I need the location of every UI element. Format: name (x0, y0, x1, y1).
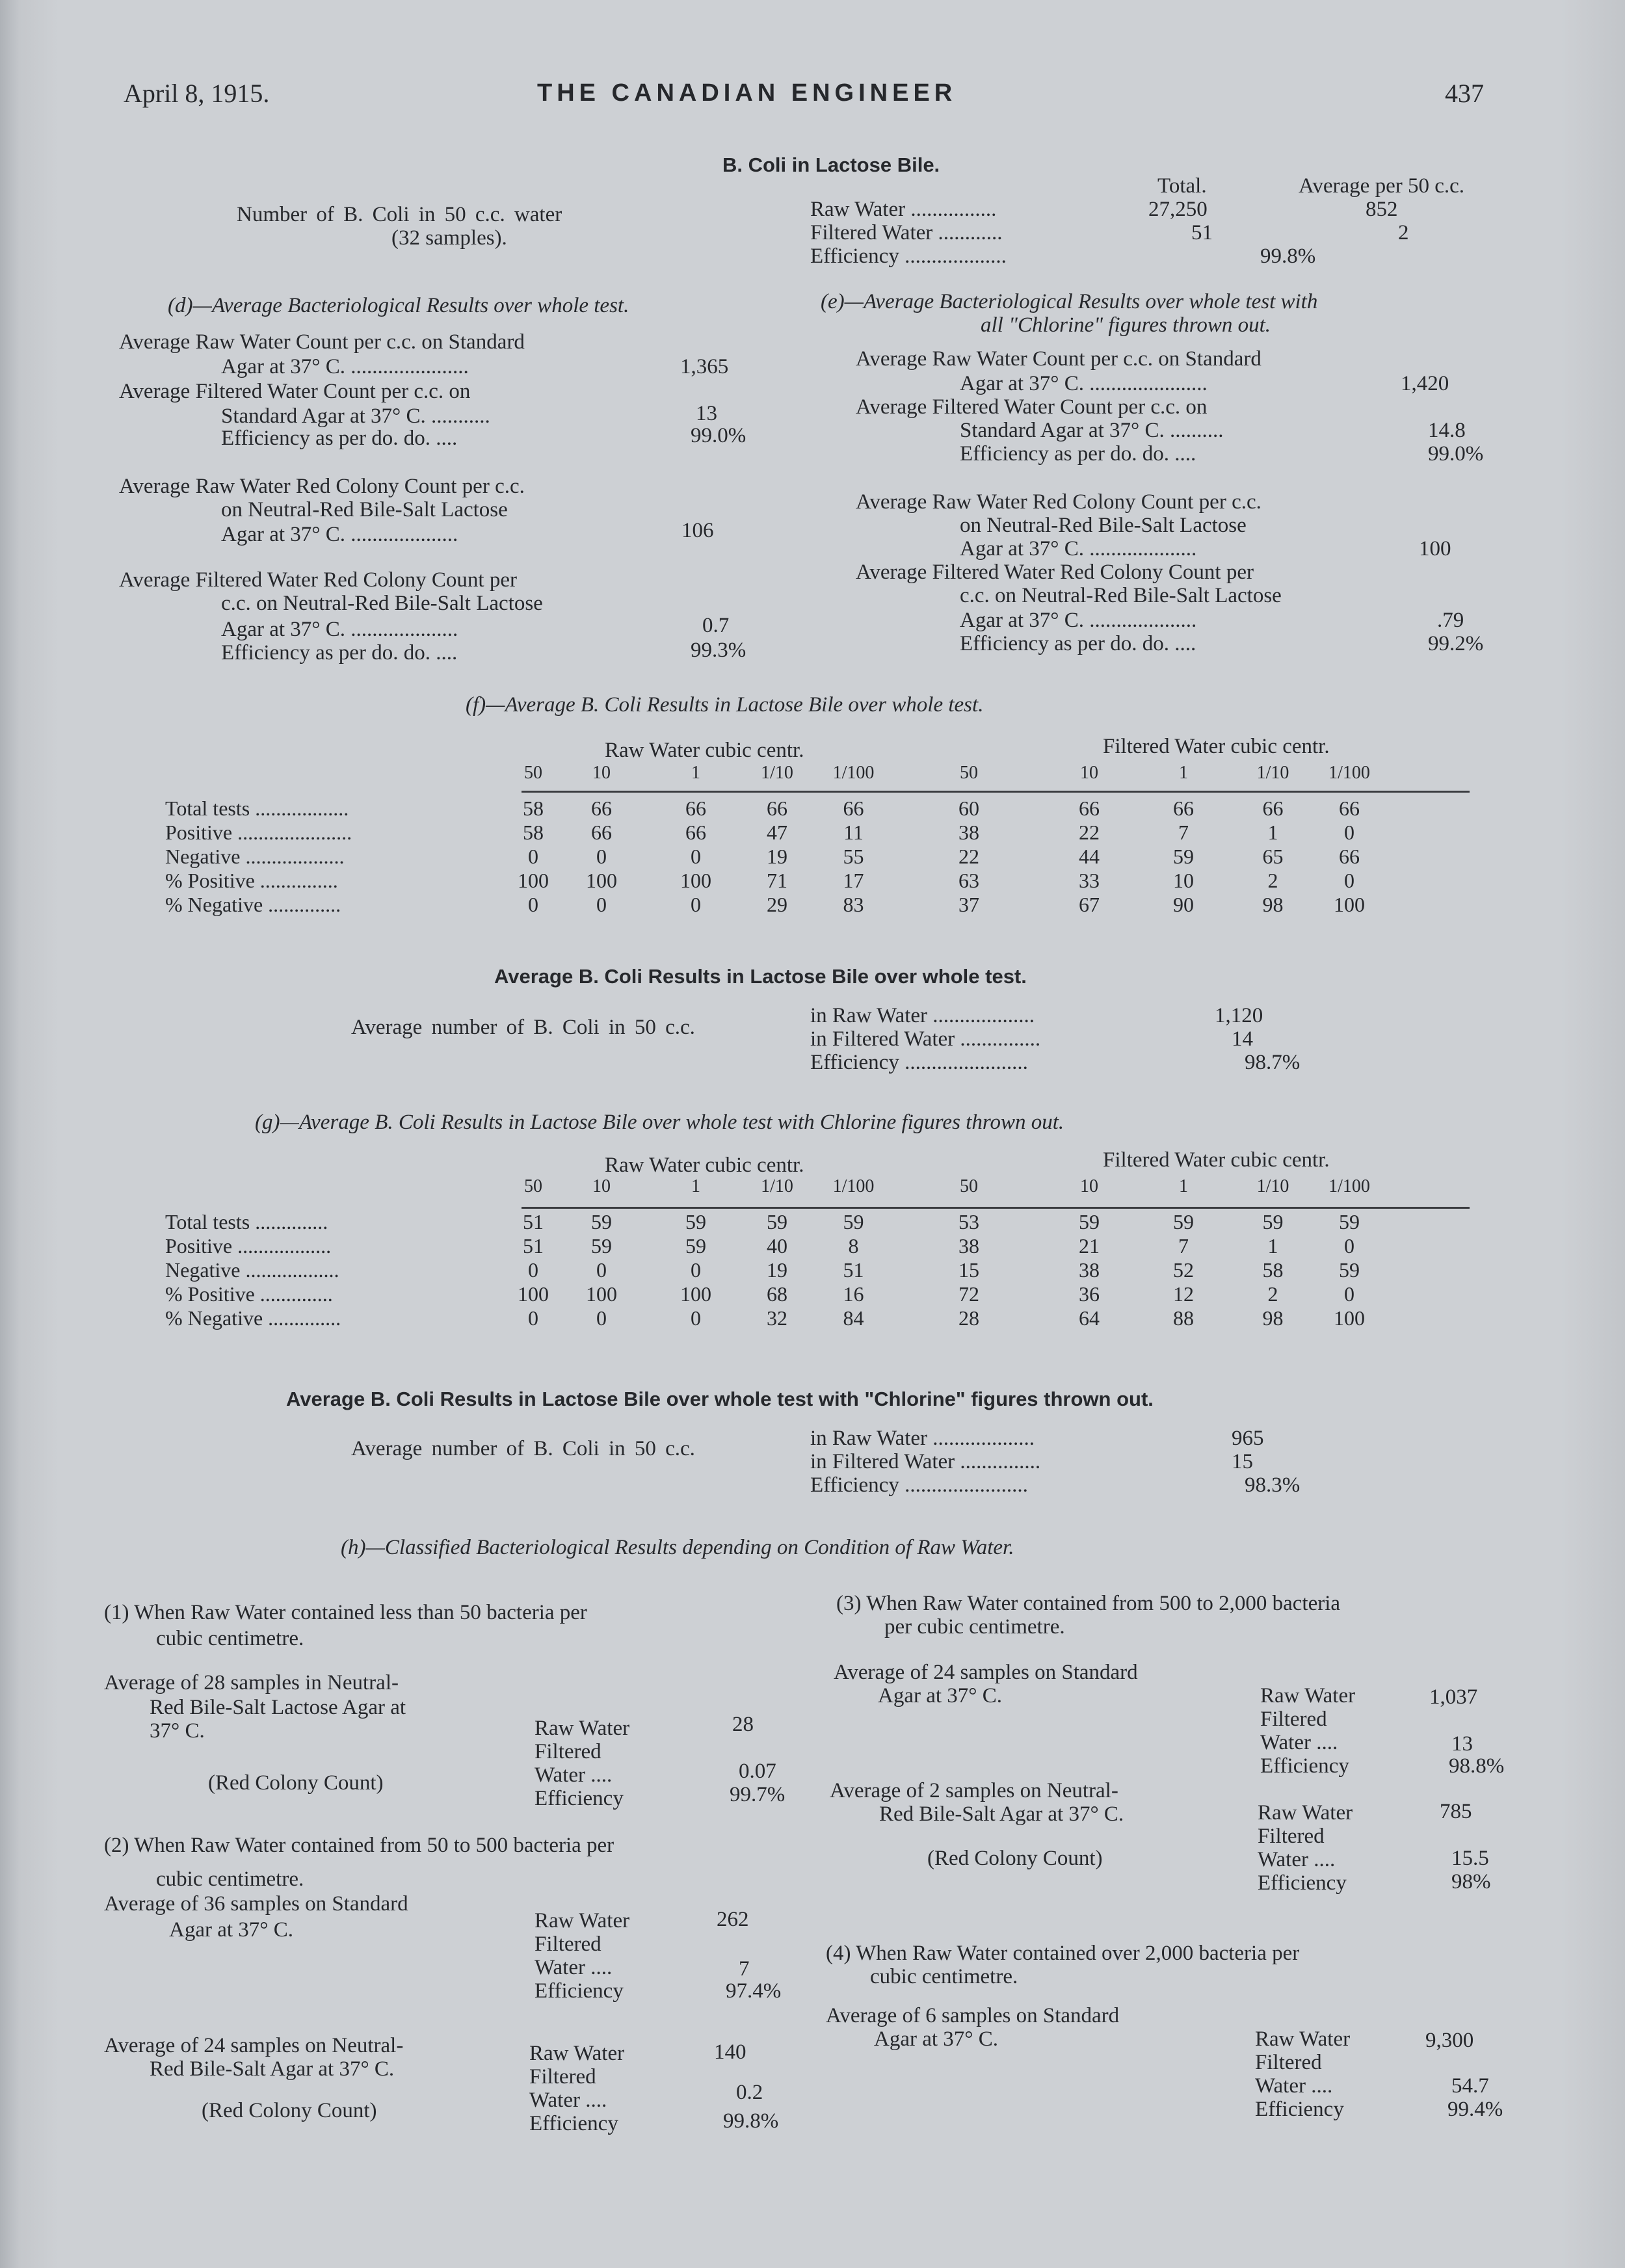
stat-label: Water .... (1258, 1848, 1336, 1871)
table-cell: 68 (767, 1282, 787, 1306)
bcoli-row-average: 852 (1366, 198, 1398, 221)
stat-value: 262 (717, 1908, 749, 1931)
table-g (150, 1174, 1385, 1330)
text-line: per cubic centimetre. (884, 1615, 1065, 1639)
row-label: in Filtered Water ............... (810, 1450, 1041, 1473)
column-header: 1/10 (761, 1176, 793, 1196)
stat-label: Efficiency (1260, 1754, 1349, 1778)
table-cell: 32 (767, 1306, 787, 1330)
table-cell: 47 (767, 821, 787, 844)
value: 99.0% (691, 424, 746, 447)
text-line: Agar at 37° C. (874, 2027, 998, 2051)
table-cell: 63 (958, 869, 979, 892)
table-cell: 40 (767, 1234, 787, 1258)
row-label: % Negative .............. (165, 1306, 341, 1330)
stat-value: 98% (1451, 1870, 1491, 1893)
text-line: Agar at 37° C. .................... (960, 537, 1197, 560)
table-cell: 37 (958, 893, 979, 916)
table-cell: 66 (1173, 797, 1194, 820)
f-average-lead: Average number of B. Coli in 50 c.c. (351, 1016, 695, 1039)
text-line: Average Filtered Water Red Colony Count per (856, 560, 1254, 584)
table-cell: 17 (843, 869, 864, 892)
bcoli-row-label: Filtered Water ............ (810, 221, 1003, 244)
table-cell: 100 (1334, 893, 1365, 916)
table-cell: 100 (518, 1282, 549, 1306)
table-cell: 0 (1344, 869, 1354, 892)
table-cell: 58 (523, 821, 544, 844)
g-raw-header: Raw Water cubic centr. (605, 1154, 804, 1177)
table-cell: 66 (685, 797, 706, 820)
table-cell: 0 (691, 1258, 701, 1282)
text-line: Red Bile-Salt Lactose Agar at (150, 1696, 406, 1719)
table-row (150, 1282, 1385, 1306)
text-line: Average of 24 samples on Neutral- (104, 2034, 404, 2057)
text-line: Agar at 37° C. ...................... (221, 355, 469, 378)
table-cell: 59 (1339, 1210, 1360, 1233)
bcoli-row-label: Raw Water ................ (810, 198, 997, 221)
row-value: 98.3% (1245, 1473, 1301, 1497)
text-line: Average Filtered Water Count per c.c. on (856, 395, 1208, 419)
row-label: Positive ...................... (165, 821, 352, 844)
table-cell: 88 (1173, 1306, 1194, 1330)
table-cell: 67 (1079, 893, 1100, 916)
stat-label: Efficiency (535, 1787, 624, 1810)
stat-value: 1,037 (1429, 1685, 1478, 1709)
row-label: Efficiency ....................... (810, 1473, 1028, 1497)
table-row (150, 821, 1385, 845)
table-cell: 59 (1079, 1210, 1100, 1233)
text-line: Average Raw Water Red Colony Count per c.c. (119, 475, 525, 498)
row-label: Total tests .............. (165, 1210, 328, 1233)
table-cell: 7 (1178, 1234, 1189, 1258)
text-line: c.c. on Neutral-Red Bile-Salt Lactose (221, 592, 543, 615)
table-cell: 21 (1079, 1234, 1100, 1258)
table-cell: 100 (518, 869, 549, 892)
table-cell: 0 (691, 845, 701, 868)
table-cell: 16 (843, 1282, 864, 1306)
stat-label: Raw Water (529, 2042, 625, 2065)
table-cell: 2 (1267, 1282, 1278, 1306)
row-value: 98.7% (1245, 1051, 1301, 1074)
page-number: 437 (1445, 79, 1484, 108)
table-row (150, 1234, 1385, 1258)
text-line: Average of 2 samples on Neutral- (830, 1779, 1118, 1802)
value: 99.3% (691, 639, 746, 662)
stat-label: Filtered (535, 1932, 601, 1956)
text-line: on Neutral-Red Bile-Salt Lactose (221, 498, 508, 521)
value: 99.2% (1428, 632, 1484, 655)
column-header: 1/100 (1328, 762, 1370, 783)
table-cell: 59 (591, 1234, 612, 1258)
table-cell: 66 (843, 797, 864, 820)
table-cell: 28 (958, 1306, 979, 1330)
column-header: 50 (524, 762, 542, 783)
journal-title: THE CANADIAN ENGINEER (537, 79, 957, 107)
text-line: Efficiency as per do. do. .... (221, 427, 458, 450)
table-cell: 2 (1267, 869, 1278, 892)
table-cell: 29 (767, 893, 787, 916)
table-cell: 98 (1262, 1306, 1284, 1330)
column-header: 1/100 (832, 1176, 875, 1196)
stat-label: Filtered (1260, 1708, 1327, 1731)
text-line: on Neutral-Red Bile-Salt Lactose (960, 514, 1247, 537)
table-cell: 0 (1344, 1282, 1354, 1306)
bcoli-row-total: 27,250 (1148, 198, 1208, 221)
table-cell: 38 (958, 821, 979, 844)
table-cell: 0 (691, 893, 701, 916)
table-row (150, 797, 1385, 821)
table-cell: 100 (586, 1282, 617, 1306)
table-cell: 66 (767, 797, 787, 820)
table-cell: 71 (767, 869, 787, 892)
stat-value: 140 (714, 2040, 746, 2064)
table-cell: 59 (1262, 1210, 1284, 1233)
stat-value: 0.07 (739, 1760, 776, 1783)
table-cell: 55 (843, 845, 864, 868)
table-cell: 0 (691, 1306, 701, 1330)
g-average-title: Average B. Coli Results in Lactose Bile over whole test with "Chlorine" figures thrown out. (286, 1388, 1154, 1410)
table-cell: 0 (528, 1258, 538, 1282)
header-spacer (150, 761, 514, 785)
table-header-row (150, 1174, 1385, 1198)
bcoli-samples: (32 samples). (391, 226, 507, 250)
table-cell: 0 (528, 1306, 538, 1330)
row-label: Negative .................. (165, 1258, 339, 1282)
value: .79 (1437, 609, 1464, 632)
stat-value: 99.8% (723, 2109, 779, 2133)
text-line: Agar at 37° C. .................... (221, 523, 458, 546)
table-cell: 15 (958, 1258, 979, 1282)
text-line: Average Raw Water Count per c.c. on Standard (856, 347, 1262, 371)
text-line: Average of 24 samples on Standard (834, 1661, 1138, 1684)
table-cell: 10 (1173, 869, 1194, 892)
text-line: Efficiency as per do. do. .... (960, 442, 1196, 466)
table-row (150, 869, 1385, 893)
stat-label: Water .... (1260, 1731, 1338, 1754)
text-line: (Red Colony Count) (202, 2099, 377, 2122)
table-cell: 59 (843, 1210, 864, 1233)
table-cell: 53 (958, 1210, 979, 1233)
text-line: Agar at 37° C. .................... (960, 609, 1197, 632)
text-line: Average Raw Water Red Colony Count per c.c. (856, 490, 1262, 514)
table-cell: 59 (1173, 845, 1194, 868)
bcoli-col-average: Average per 50 c.c. (1299, 174, 1464, 198)
table-cell: 100 (680, 1282, 711, 1306)
row-label: Negative ................... (165, 845, 345, 868)
row-label: in Filtered Water ............... (810, 1027, 1041, 1051)
text-line: Standard Agar at 37° C. ........... (221, 404, 490, 428)
stat-value: 7 (739, 1957, 750, 1981)
table-cell: 0 (528, 893, 538, 916)
text-line: cubic centimetre. (870, 1965, 1018, 1988)
section-e-title: (e)—Average Bacteriological Results over whole test with (821, 290, 1318, 313)
column-header: 10 (592, 1176, 611, 1196)
column-header: 1/100 (1328, 1176, 1370, 1196)
stat-label: Filtered (529, 2065, 596, 2089)
row-label: Efficiency ....................... (810, 1051, 1028, 1074)
table-cell: 66 (1339, 797, 1360, 820)
table-cell: 11 (843, 821, 864, 844)
row-label: % Positive ............... (165, 869, 338, 892)
stat-label: Filtered (1258, 1825, 1325, 1848)
table-f (150, 761, 1385, 917)
table-cell: 0 (528, 845, 538, 868)
text-line: Average Raw Water Count per c.c. on Standard (119, 330, 525, 354)
table-cell: 52 (1173, 1258, 1194, 1282)
column-header: 1 (691, 762, 700, 783)
stat-label: Efficiency (1258, 1871, 1347, 1895)
text-line: (3) When Raw Water contained from 500 to 2,000 bacteria (836, 1592, 1341, 1615)
table-cell: 100 (586, 869, 617, 892)
table-cell: 59 (591, 1210, 612, 1233)
table-cell: 0 (596, 845, 607, 868)
text-line: Average of 36 samples on Standard (104, 1892, 408, 1916)
row-value: 14 (1232, 1027, 1253, 1051)
stat-label: Water .... (535, 1763, 613, 1787)
text-line: cubic centimetre. (156, 1627, 304, 1650)
table-cell: 84 (843, 1306, 864, 1330)
text-line: Agar at 37° C. ...................... (960, 372, 1208, 395)
stat-label: Raw Water (1258, 1801, 1353, 1825)
text-line: Agar at 37° C. (169, 1918, 293, 1942)
bcoli-col-total: Total. (1157, 174, 1207, 198)
stat-label: Water .... (535, 1956, 613, 1979)
table-cell: 7 (1178, 821, 1189, 844)
table-cell: 66 (591, 821, 612, 844)
row-value: 965 (1232, 1427, 1264, 1450)
row-label: Total tests .................. (165, 797, 349, 820)
stat-label: Water .... (1255, 2074, 1333, 2098)
f-average-title: Average B. Coli Results in Lactose Bile over whole test. (494, 965, 1027, 988)
stat-label: Efficiency (1255, 2098, 1344, 2121)
table-cell: 44 (1079, 845, 1100, 868)
table-cell: 0 (596, 893, 607, 916)
table-row (150, 893, 1385, 917)
bcoli-row-average: 99.8% (1260, 244, 1316, 268)
table-row (150, 1306, 1385, 1330)
table-cell: 0 (596, 1306, 607, 1330)
table-cell: 22 (1079, 821, 1100, 844)
row-label: Positive .................. (165, 1234, 332, 1258)
row-label: in Raw Water ................... (810, 1004, 1035, 1027)
column-header: 1 (1179, 762, 1188, 783)
table-cell: 38 (958, 1234, 979, 1258)
f-filtered-header: Filtered Water cubic centr. (1103, 735, 1330, 758)
stat-label: Efficiency (529, 2112, 618, 2135)
row-value: 15 (1232, 1450, 1253, 1473)
table-cell: 0 (596, 1258, 607, 1282)
column-header: 1/10 (1256, 1176, 1289, 1196)
value: 0.7 (702, 614, 730, 637)
text-line: (Red Colony Count) (927, 1847, 1103, 1870)
stat-value: 97.4% (726, 1979, 782, 2003)
table-gap (150, 785, 1385, 797)
table-cell: 72 (958, 1282, 979, 1306)
text-line: Agar at 37° C. (878, 1684, 1002, 1708)
value: 13 (696, 402, 717, 425)
table-cell: 1 (1267, 1234, 1278, 1258)
stat-value: 13 (1451, 1732, 1473, 1756)
text-line: (2) When Raw Water contained from 50 to 500 bacteria per (104, 1834, 614, 1857)
stat-value: 98.8% (1449, 1754, 1505, 1778)
table-cell: 83 (843, 893, 864, 916)
column-header: 10 (592, 762, 611, 783)
table-cell: 98 (1262, 893, 1284, 916)
row-label: % Negative .............. (165, 893, 341, 916)
bcoli-row-total: 51 (1191, 221, 1213, 244)
section-e-subtitle: all "Chlorine" figures thrown out. (981, 313, 1271, 337)
table-cell: 58 (1262, 1258, 1284, 1282)
text-line: cubic centimetre. (156, 1867, 304, 1891)
text-line: (1) When Raw Water contained less than 50 bacteria per (104, 1601, 587, 1624)
table-cell: 66 (591, 797, 612, 820)
stat-value: 99.7% (730, 1783, 786, 1806)
table-cell: 59 (767, 1210, 787, 1233)
table-row (150, 845, 1385, 869)
table-row (150, 1258, 1385, 1282)
stat-value: 785 (1440, 1800, 1472, 1823)
table-cell: 1 (1267, 821, 1278, 844)
text-line: (Red Colony Count) (208, 1771, 384, 1795)
stat-value: 54.7 (1451, 2074, 1489, 2098)
value: 100 (1419, 537, 1451, 560)
column-header: 1/10 (761, 762, 793, 783)
table-cell: 100 (680, 869, 711, 892)
table-cell: 64 (1079, 1306, 1100, 1330)
text-line: Standard Agar at 37° C. .......... (960, 419, 1224, 442)
stat-label: Raw Water (535, 1717, 630, 1740)
table-cell: 90 (1173, 893, 1194, 916)
stat-label: Raw Water (1255, 2027, 1351, 2051)
table-cell: 12 (1173, 1282, 1194, 1306)
stat-label: Raw Water (535, 1909, 630, 1932)
value: 99.0% (1428, 442, 1484, 466)
bcoli-row-label: Efficiency ................... (810, 244, 1007, 268)
section-f-title: (f)—Average B. Coli Results in Lactose Bile over whole test. (466, 693, 984, 717)
value: 1,420 (1401, 372, 1449, 395)
column-header: 50 (960, 762, 978, 783)
text-line: Agar at 37° C. .................... (221, 618, 458, 641)
stat-label: Filtered (535, 1740, 601, 1763)
table-cell: 100 (1334, 1306, 1365, 1330)
table-cell: 36 (1079, 1282, 1100, 1306)
table-cell: 0 (1344, 821, 1354, 844)
stat-label: Raw Water (1260, 1684, 1356, 1708)
column-header: 1/100 (832, 762, 875, 783)
bcoli-row-average: 2 (1398, 221, 1409, 244)
stat-label: Filtered (1255, 2051, 1322, 2074)
table-cell: 66 (1339, 845, 1360, 868)
text-line: Average Filtered Water Count per c.c. on (119, 380, 471, 403)
table-cell: 59 (685, 1234, 706, 1258)
column-header: 10 (1080, 762, 1098, 783)
table-cell: 0 (1344, 1234, 1354, 1258)
header-spacer (150, 1174, 514, 1198)
table-cell: 60 (958, 797, 979, 820)
section-h-title: (h)—Classified Bacteriological Results depending on Condition of Raw Water. (341, 1536, 1014, 1559)
table-cell: 19 (767, 845, 787, 868)
stat-value: 15.5 (1451, 1847, 1489, 1870)
table-cell: 58 (523, 797, 544, 820)
column-header: 10 (1080, 1176, 1098, 1196)
table-cell: 22 (958, 845, 979, 868)
table-cell: 66 (1079, 797, 1100, 820)
row-value: 1,120 (1215, 1004, 1263, 1027)
table-cell: 51 (523, 1234, 544, 1258)
column-header: 1 (1179, 1176, 1188, 1196)
table-cell: 19 (767, 1258, 787, 1282)
stat-value: 0.2 (736, 2081, 763, 2104)
table-gap (150, 1198, 1385, 1210)
table-cell: 38 (1079, 1258, 1100, 1282)
text-line: 37° C. (150, 1719, 205, 1743)
table-cell: 33 (1079, 869, 1100, 892)
table-cell: 51 (843, 1258, 864, 1282)
stat-value: 99.4% (1447, 2098, 1503, 2121)
text-line: c.c. on Neutral-Red Bile-Salt Lactose (960, 584, 1282, 607)
value: 106 (681, 519, 714, 542)
table-row (150, 1210, 1385, 1234)
table-header-row (150, 761, 1385, 785)
text-line: Average of 6 samples on Standard (826, 2004, 1120, 2027)
stat-label: Water .... (529, 2089, 607, 2112)
table-cell: 65 (1262, 845, 1284, 868)
text-line: Average of 28 samples in Neutral- (104, 1671, 399, 1694)
issue-date: April 8, 1915. (124, 79, 270, 108)
table-cell: 66 (1262, 797, 1284, 820)
g-filtered-header: Filtered Water cubic centr. (1103, 1148, 1330, 1172)
text-line: Red Bile-Salt Agar at 37° C. (879, 1802, 1124, 1826)
table-cell: 8 (848, 1234, 859, 1258)
row-label: % Positive .............. (165, 1282, 333, 1306)
row-label: in Raw Water ................... (810, 1427, 1035, 1450)
text-line: Efficiency as per do. do. .... (960, 632, 1196, 655)
value: 1,365 (680, 355, 729, 378)
table-cell: 66 (685, 821, 706, 844)
f-raw-header: Raw Water cubic centr. (605, 739, 804, 762)
text-line: Red Bile-Salt Agar at 37° C. (150, 2057, 395, 2081)
column-header: 1/10 (1256, 762, 1289, 783)
bcoli-title: B. Coli in Lactose Bile. (722, 153, 940, 176)
table-cell: 59 (1339, 1258, 1360, 1282)
table-cell: 59 (1173, 1210, 1194, 1233)
section-d-title: (d)—Average Bacteriological Results over whole test. (168, 294, 629, 317)
stat-label: Efficiency (535, 1979, 624, 2003)
table-cell: 59 (685, 1210, 706, 1233)
column-header: 50 (524, 1176, 542, 1196)
table-cell: 51 (523, 1210, 544, 1233)
stat-value: 28 (732, 1713, 754, 1736)
text-line: Average Filtered Water Red Colony Count per (119, 568, 517, 592)
text-line: (4) When Raw Water contained over 2,000 bacteria per (826, 1942, 1300, 1965)
g-average-lead: Average number of B. Coli in 50 c.c. (351, 1437, 695, 1460)
stat-value: 9,300 (1425, 2029, 1474, 2052)
text-line: Efficiency as per do. do. .... (221, 641, 458, 665)
column-header: 1 (691, 1176, 700, 1196)
value: 14.8 (1428, 419, 1466, 442)
column-header: 50 (960, 1176, 978, 1196)
section-g-title: (g)—Average B. Coli Results in Lactose Bile over whole test with Chlorine figures thrown out. (255, 1111, 1064, 1134)
bcoli-lead: Number of B. Coli in 50 c.c. water (237, 203, 562, 226)
